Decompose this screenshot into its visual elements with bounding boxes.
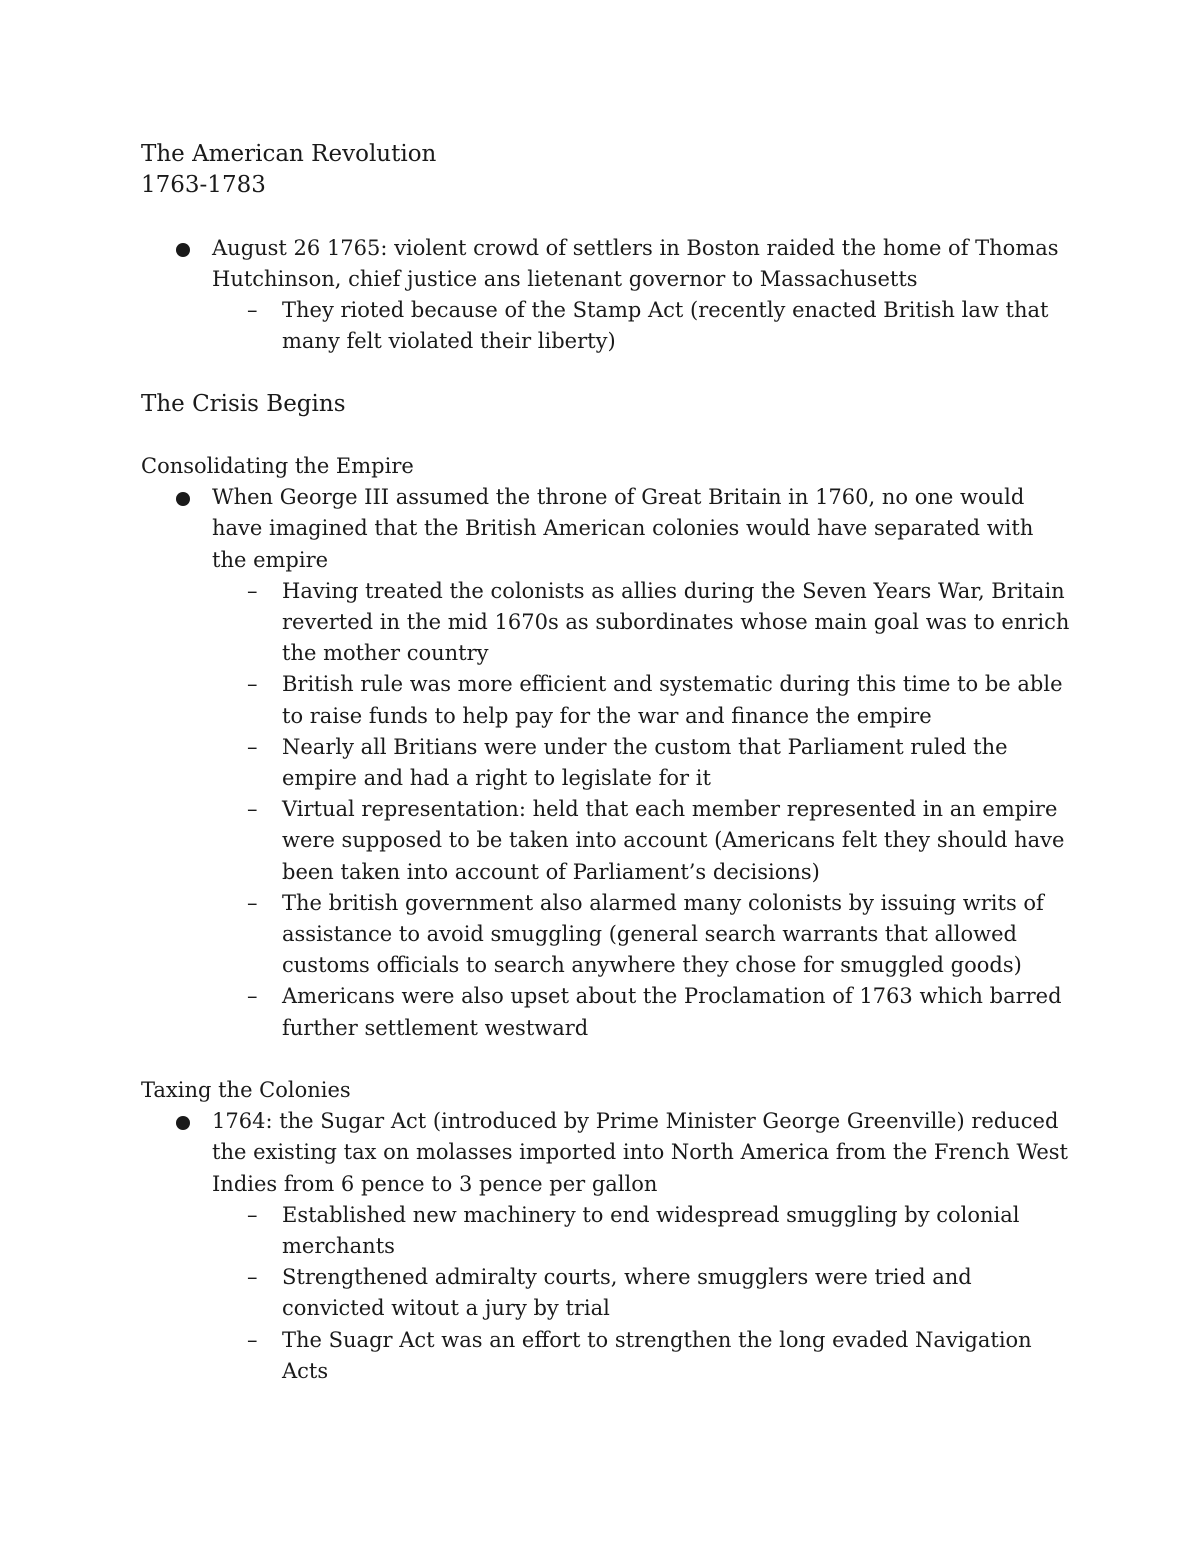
taxing-sub-item xyxy=(141,1262,1071,1324)
dash-icon: – xyxy=(247,1327,258,1352)
section-heading: The Crisis Begins xyxy=(141,390,346,417)
consolidating-sub-item xyxy=(141,576,1071,670)
dash-icon: – xyxy=(247,797,258,822)
taxing-bullet-text: 1764: the Sugar Act (introduced by Prime Minister George Greenville) reduced the existing tax on molasses imported into North America from the French West Indies from 6 pence to 3 pence per gallon xyxy=(212,1109,1068,1196)
taxing-heading: Taxing the Colonies xyxy=(141,1078,351,1103)
document-body xyxy=(141,139,1071,1387)
bullet-dot-icon xyxy=(176,1116,190,1130)
consolidating-sub-text: Americans were also upset about the Proclamation of 1763 which barred further settlement westward xyxy=(282,984,1062,1040)
consolidating-sub-text: Nearly all Britians were under the custom that Parliament ruled the empire and had a right to legislate for it xyxy=(282,734,1008,791)
intro-bullet xyxy=(141,233,1071,295)
dash-icon: – xyxy=(247,578,258,603)
dash-icon: – xyxy=(247,672,258,697)
consolidating-sub-text: British rule was more efficient and systematic during this time to be able to raise funds to help pay for the war and finance the empire xyxy=(282,672,1063,728)
taxing-sub-text: Strengthened admiralty courts, where smugglers were tried and convicted witout a jury by trial xyxy=(282,1265,972,1321)
consolidating-sub-text: Virtual representation: held that each member represented in an empire were supposed to be taken into account (Americans felt they should have been taken into account of Parliament’s decisions) xyxy=(282,797,1065,884)
consolidating-heading: Consolidating the Empire xyxy=(141,453,414,478)
intro-sub-item xyxy=(141,295,1071,357)
taxing-sub-text: The Suagr Act was an effort to strengthen the long evaded Navigation Acts xyxy=(282,1327,1032,1383)
dash-icon: – xyxy=(247,984,258,1009)
document-title: The American Revolution xyxy=(141,141,437,167)
intro-sub-text: They rioted because of the Stamp Act (recently enacted British law that many felt violated their liberty) xyxy=(282,298,1049,354)
bullet-dot-icon xyxy=(176,492,190,506)
consolidating-sub-item xyxy=(141,888,1071,982)
taxing-sub-text: Established new machinery to end widespread smuggling by colonial merchants xyxy=(282,1202,1020,1259)
consolidating-sub-text: The british government also alarmed many colonists by issuing writs of assistance to avoid smuggling (general search warrants that allowed customs officials to search anywhere they chose for smuggled goods) xyxy=(282,890,1044,978)
dash-icon: – xyxy=(247,734,258,759)
intro-bullet-text: August 26 1765: violent crowd of settlers in Boston raided the home of Thomas Hutchinson, chief justice ans lietenant governor to Massachusetts xyxy=(212,235,1059,291)
consolidating-sub-item xyxy=(141,732,1071,794)
dash-icon: – xyxy=(247,1202,258,1227)
consolidating-bullet xyxy=(141,482,1071,576)
taxing-sub-item xyxy=(141,1200,1071,1262)
spacer xyxy=(141,1044,1071,1075)
dash-icon: – xyxy=(247,1265,258,1290)
spacer xyxy=(141,420,1071,451)
taxing-bullet xyxy=(141,1106,1071,1200)
dash-icon: – xyxy=(247,298,258,322)
consolidating-sub-item xyxy=(141,981,1071,1043)
spacer xyxy=(141,357,1071,388)
bullet-dot-icon xyxy=(176,243,190,257)
consolidating-sub-item xyxy=(141,794,1071,888)
consolidating-sub-text: Having treated the colonists as allies during the Seven Years War, Britain reverted in the mid 1670s as subordinates whose main goal was to enrich the mother country xyxy=(282,578,1070,666)
consolidating-sub-item xyxy=(141,669,1071,731)
taxing-sub-item xyxy=(141,1325,1071,1387)
consolidating-bullet-text: When George III assumed the throne of Great Britain in 1760, no one would have imagined that the British American colonies would have separated with the empire xyxy=(212,485,1034,572)
spacer xyxy=(141,201,1071,232)
document-years: 1763-1783 xyxy=(141,172,266,199)
dash-icon: – xyxy=(247,890,258,915)
